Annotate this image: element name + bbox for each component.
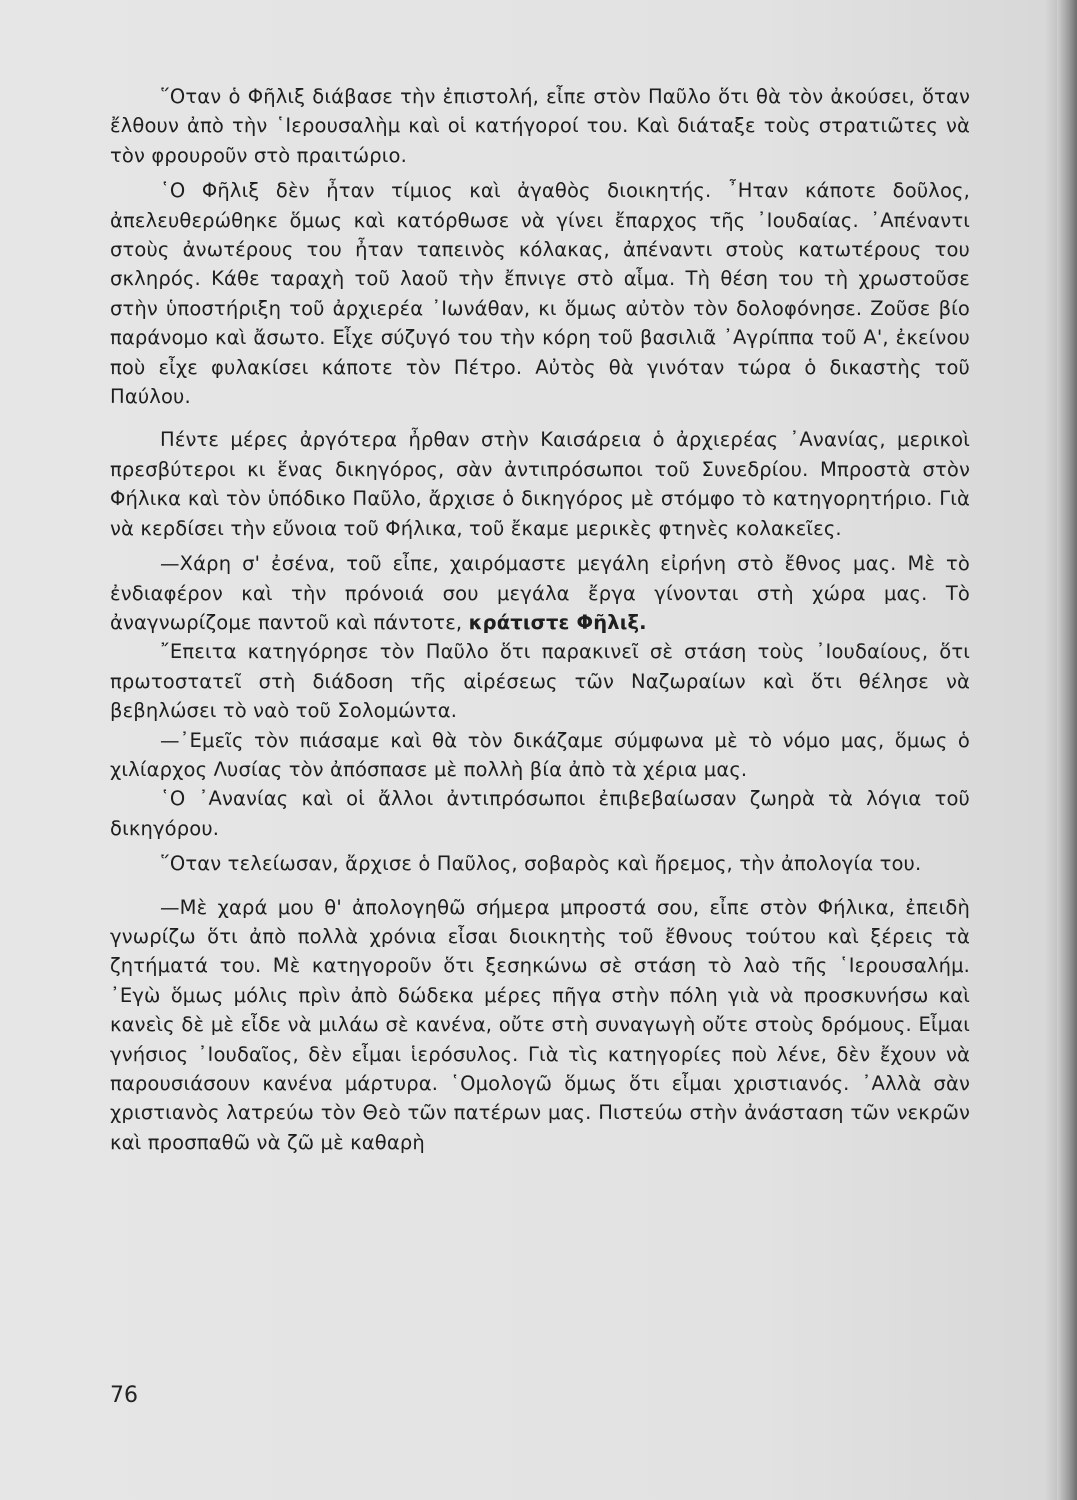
paragraph-ananias-arrives: Πέντε μέρες ἀργότερα ἦρθαν στὴν Καισάρεια ὁ ἀρχιερέας ᾿Ανανίας, μερικοὶ πρεσβύτεροι κι ἕνας δικηγόρος, σὰν ἀντιπρόσωποι τοῦ Συνεδρίου. Μπροστὰ στὸν Φήλικα καὶ τὸν ὑπόδικο Παῦλο, ἄρχισε ὁ δικηγόρος μὲ στόμφο τὸ κατηγορητήριο. Γιὰ νὰ κερδίσει τὴν εὔνοια τοῦ Φήλικα, τοῦ ἔκαμε μερικὲς φτηνὲς κολακεῖες.: [110, 428, 970, 540]
paragraph-lawyer-flattery: [110, 549, 970, 637]
paragraph-felix-reads-letter: ῞Οταν ὁ Φῆλιξ διάβασε τὴν ἐπιστολή, εἶπε στὸν Παῦλο ὅτι θὰ τὸν ἀκούσει, ὅταν ἔλθουν ἀπὸ τὴν ῾Ιερουσαλὴμ καὶ οἱ κατήγοροί του. Καὶ διάταξε τοὺς στρατιῶτες νὰ τὸν φρουροῦν στὸ πραιτώριο.: [110, 85, 970, 167]
book-spine-shadow: [1057, 0, 1077, 1500]
page-text: [110, 82, 970, 1157]
paragraph-lysias: —᾿Εμεῖς τὸν πιάσαμε καὶ θὰ τὸν δικάζαμε σύμφωνα μὲ τὸ νόμο μας, ὅμως ὁ χιλίαρχος Λυσίας τὸν ἀπόσπασε μὲ πολλὴ βία ἀπὸ τὰ χέρια μας.: [110, 728, 970, 781]
paragraph-paul-defense: —Μὲ χαρά μου θ' ἀπολογηθῶ σήμερα μπροστά σου, εἶπε στὸν Φήλικα, ἐπειδὴ γνωρίζω ὅτι ἀπὸ πολλὰ χρόνια εἶσαι διοικητὴς τοῦ ἔθνους τούτου καὶ ξέρεις τὰ ζητήματά του. Μὲ κατηγοροῦν ὅτι ξεσηκώνω σὲ στάση τὸ λαὸ τῆς ῾Ιερουσαλήμ. ᾿Εγὼ ὅμως μόλις πρὶν ἀπὸ δώδεκα μέρες πῆγα στὴν πόλη γιὰ νὰ προσκυνήσω καὶ κανεὶς δὲ μὲ εἶδε νὰ μιλάω σὲ κανένα, οὔτε στὴ συναγωγὴ οὔτε στοὺς δρόμους. Εἶμαι γνήσιος ᾿Ιουδαῖος, δὲν εἶμαι ἱερόσυλος. Γιὰ τὶς κατηγορίες ποὺ λένε, δὲν ἔχουν νὰ παρουσιάσουν κανένα μάρτυρα. ῾Ομολογῶ ὅμως ὅτι εἶμαι χριστιανός. ᾿Αλλὰ σὰν χριστιανὸς λατρεύω τὸν Θεὸ τῶν πατέρων μας. Πιστεύω στὴν ἀνάσταση τῶν νεκρῶν καὶ προσπαθῶ νὰ ζῶ μὲ καθαρὴ: [110, 895, 970, 1154]
paragraph-paul-begins: ῞Οταν τελείωσαν, ἄρχισε ὁ Παῦλος, σοβαρὸς καὶ ἤρεμος, τὴν ἀπολογία του.: [160, 852, 922, 876]
lawyer-flattery-text: —Χάρη σ' ἐσένα, τοῦ εἶπε, χαιρόμαστε μεγάλη εἰρήνη στὸ ἔθνος μας. Μὲ τὸ ἐνδιαφέρον καὶ τὴν πρόνοιά σου μεγάλα ἔργα γίνονται στὴ χώρα μας. Τὸ ἀναγνωρίζομε παντοῦ καὶ πάντοτε,: [110, 552, 970, 634]
bold-address: κράτιστε Φῆλιξ.: [468, 610, 647, 634]
paragraph-accusation: ῎Επειτα κατηγόρησε τὸν Παῦλο ὅτι παρακινεῖ σὲ στάση τοὺς ᾿Ιουδαίους, ὅτι πρωτοστατεῖ στὴ διάδοση τῆς αἱρέσεως τῶν Ναζωραίων καὶ ὅτι θέλησε νὰ βεβηλώσει τὸ ναὸ τοῦ Σολομώντα.: [110, 640, 970, 723]
page-number: 76: [110, 1383, 138, 1408]
paragraph-felix-character: ῾Ο Φῆλιξ δὲν ἦταν τίμιος καὶ ἀγαθὸς διοικητής. ῏Ηταν κάποτε δοῦλος, ἀπελευθερώθηκε ὅμως καὶ κατόρθωσε νὰ γίνει ἔπαρχος τῆς ᾿Ιουδαίας. ᾿Απέναντι στοὺς ἀνωτέρους του ἦταν ταπεινὸς κόλακας, ἀπέναντι στοὺς κατωτέρους του σκληρός. Κάθε ταραχὴ τοῦ λαοῦ τὴν ἔπνιγε στὸ αἷμα. Τὴ θέση του τὴ χρωστοῦσε στὴν ὑποστήριξη τοῦ ἀρχιερέα ᾿Ιωνάθαν, κι ὅμως αὐτὸν τὸν δολοφόνησε. Ζοῦσε βίο παράνομο καὶ ἄσωτο. Εἶχε σύζυγό του τὴν κόρη τοῦ βασιλιᾶ ᾿Αγρίππα τοῦ Α', ἐκείνου ποὺ εἶχε φυλακίσει κάποτε τὸν Πέτρο. Αὐτὸς θὰ γινόταν τώρα ὁ δικαστὴς τοῦ Παύλου.: [110, 179, 970, 409]
paragraph-confirmation: ῾Ο ᾿Ανανίας καὶ οἱ ἄλλοι ἀντιπρόσωποι ἐπιβεβαίωσαν ζωηρὰ τὰ λόγια τοῦ δικηγόρου.: [110, 787, 970, 840]
